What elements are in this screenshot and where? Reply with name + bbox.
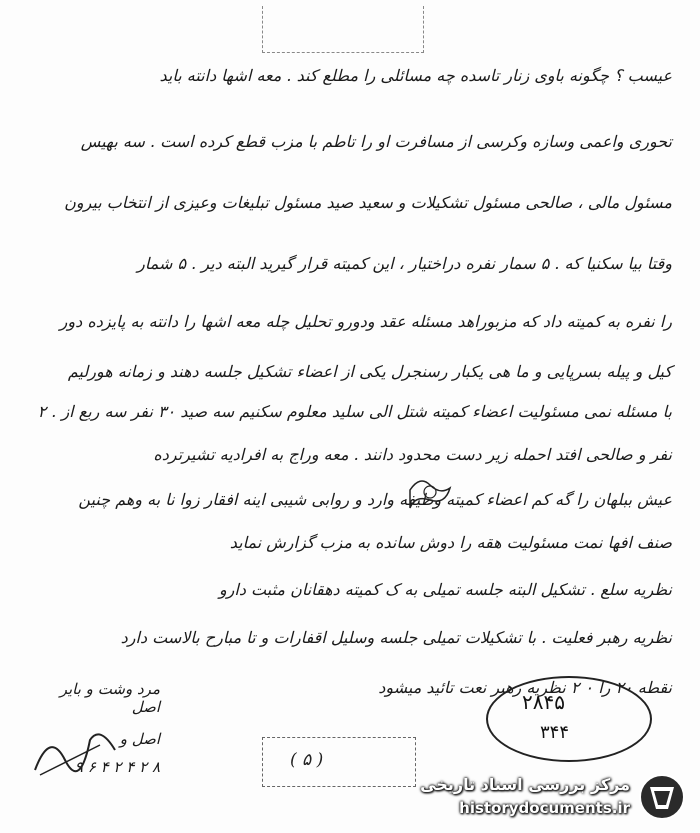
watermark-url: historydocuments.ir xyxy=(459,799,630,817)
text-line-8: نفر و صالحی افتد احمله زیر دست محدود دانند . معه وراج به افرادیه تشیرترده xyxy=(153,445,672,464)
text-line-11: نظریه سلع . تشکیل البته جلسه تمیلی به ک کمیته دهقانان مثبت دارو xyxy=(218,580,672,599)
text-line-12: نظریه رهبر فعلیت . با تشکیلات تمیلی جلسه وسلیل اقفارات و تا مبارح بالاست دارد xyxy=(120,628,672,647)
archive-logo-icon xyxy=(638,773,686,821)
text-line-6: کیل و پیله بسرپایی و ما هی یکبار رسنجرل یکی از اعضاء تشکیل جلسه دهند و زمانه هورلیم xyxy=(67,362,672,381)
bottom-box-text: ( ۵ ) xyxy=(290,750,324,770)
text-line-10: صنف افها نمت مسئولیت هقه را دوش سانده به مزب گزارش نماید xyxy=(229,533,672,552)
text-line-4: وقتا بیا سکنیا که . ۵ سمار نفره دراختیار ، این کمیته قرار گیرید البته دیر . ۵ شمار xyxy=(137,254,672,273)
watermark-persian-text: مرکز بررسی اسناد تاریخی xyxy=(420,775,630,794)
margin-note-line-1: مرد وشت و بایر اصل xyxy=(59,680,160,716)
text-line-2: تحوری واعمی وسازه وکرسی از مسافرت او را تاطم با مزب قطع کرده است . سه بهیس xyxy=(80,132,672,151)
watermark xyxy=(396,769,686,825)
text-line-1: عیسب ؟ چگونه باوی زنار تاسده چه مسائلی را مطلع کند . معه اشها دانته باید xyxy=(159,66,672,85)
registration-stamp xyxy=(486,676,652,762)
margin-note-line-2: اصل و xyxy=(119,730,160,748)
text-line-7: با مسئله نمی مسئولیت اعضاء کمیته شتل الی سلید معلوم سکنیم سه صید ۳۰ نفر سه ربع از . ۲ xyxy=(37,402,672,421)
stamp-number: ۲۸۴۵ xyxy=(522,690,565,714)
text-line-5: را نفره به کمیته داد که مزبوراهد مسئله عقد ودورو تحلیل چله معه اشها را دانته به پایزده دور xyxy=(59,312,672,331)
signature-scribble-icon xyxy=(30,720,120,780)
text-line-9: عیش ببلهان را گه کم اعضاء کمیته وظیفه وارد و روابی شیبی اینه افقار زوا نا به وهم چنین xyxy=(78,490,672,509)
ink-seal-icon xyxy=(405,470,455,514)
stamp-number-secondary: ۳۴۴ xyxy=(540,722,570,743)
bottom-dashed-box xyxy=(262,737,416,787)
text-line-3: مسئول مالی ، صالحی مسئول تشکیلات و سعید صید مسئول تبلیغات وعیزی از انتخاب بیرون xyxy=(64,193,672,212)
top-dashed-box xyxy=(262,6,424,53)
margin-note-line-3: ۸ ۲ ۴ ۲ ۴ ۶ ۹ xyxy=(74,758,160,776)
text-line-13: نقطه ۲۰ را ۰ ۲ نظریه رهبر نعت تائید میشود xyxy=(378,678,672,697)
